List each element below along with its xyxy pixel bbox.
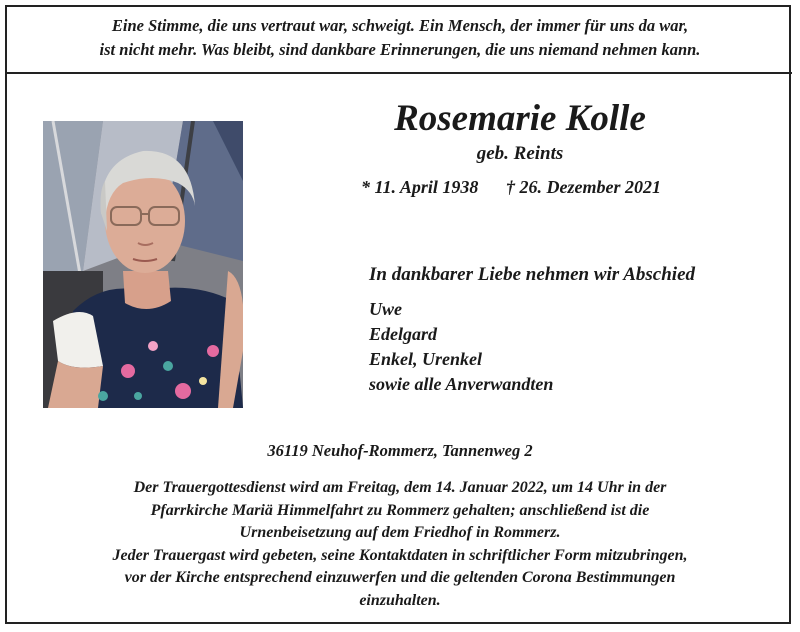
portrait-photo [43,121,243,408]
motto-line: Eine Stimme, die uns vertraut war, schweigt. Ein Mensch, der immer für uns da war, [111,16,689,35]
farewell-heading: In dankbarer Liebe nehmen wir Abschied [369,264,696,285]
mourner-name: Edelgard [369,324,438,344]
service-line: Der Trauergottesdienst wird am Freitag, dem 14. Januar 2022, um 14 Uhr in der [133,479,667,496]
maiden-name: geb. Reints [476,143,564,164]
service-line: einzuhalten. [359,591,441,609]
service-details [0,477,800,612]
mourner-name: sowie alle Anverwandten [369,374,554,394]
family-address: 36119 Neuhof-Rommerz, Tannenweg 2 [267,441,533,460]
divider-line [6,72,792,74]
service-line: vor der Kirche entsprechend einzuwerfen und die geltenden Corona Bestimmungen [124,569,676,586]
motto-line: ist nicht mehr. Was bleibt, sind dankbare Erinnerungen, die uns niemand nehmen kann. [99,40,701,59]
mourner-name: Uwe [369,299,402,319]
motto-verse [0,14,800,62]
mourners-list [369,297,553,397]
death-date: † 26. Dezember 2021 [506,177,661,197]
service-line: Pfarrkirche Mariä Himmelfahrt zu Rommerz gehalten; anschließend ist die [150,501,650,519]
birth-date: * 11. April 1938 [361,177,479,197]
service-line: Urnenbeisetzung auf dem Friedhof in Rommerz. [239,524,561,541]
service-line: Jeder Trauergast wird gebeten, seine Kontaktdaten in schriftlicher Form mitzubringen, [112,546,688,564]
mourner-name: Enkel, Urenkel [369,349,483,369]
deceased-name: Rosemarie Kolle [394,98,646,139]
